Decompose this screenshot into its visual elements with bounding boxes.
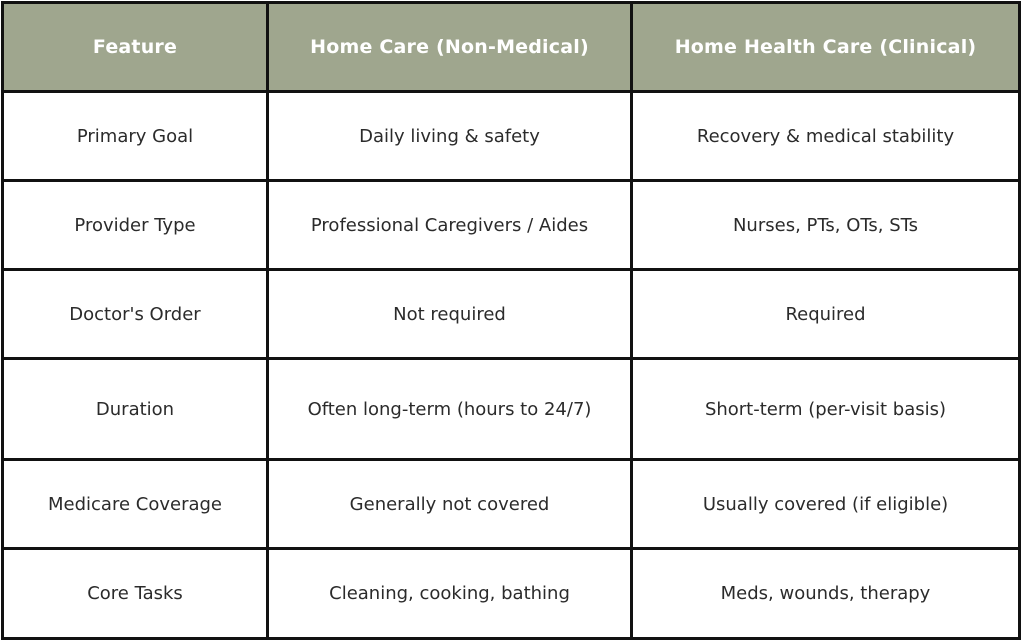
table-row xyxy=(3,460,1020,549)
table-row xyxy=(3,270,1020,359)
comparison-table xyxy=(1,1,1021,640)
header-home-care: Home Care (Non-Medical) xyxy=(268,3,632,92)
feature-cell: Primary Goal xyxy=(3,92,268,181)
feature-cell: Provider Type xyxy=(3,181,268,270)
header-feature: Feature xyxy=(3,3,268,92)
home-care-cell: Not required xyxy=(268,270,632,359)
home-care-cell: Cleaning, cooking, bathing xyxy=(268,549,632,639)
feature-cell: Doctor's Order xyxy=(3,270,268,359)
home-care-cell: Generally not covered xyxy=(268,460,632,549)
table-header-row xyxy=(3,3,1020,92)
home-health-care-cell: Nurses, PTs, OTs, STs xyxy=(632,181,1020,270)
feature-cell: Duration xyxy=(3,359,268,460)
feature-cell: Medicare Coverage xyxy=(3,460,268,549)
table-row xyxy=(3,549,1020,639)
home-care-cell: Professional Caregivers / Aides xyxy=(268,181,632,270)
table-row xyxy=(3,92,1020,181)
home-health-care-cell: Usually covered (if eligible) xyxy=(632,460,1020,549)
home-care-cell: Daily living & safety xyxy=(268,92,632,181)
home-health-care-cell: Required xyxy=(632,270,1020,359)
header-home-health-care: Home Health Care (Clinical) xyxy=(632,3,1020,92)
home-health-care-cell: Short-term (per-visit basis) xyxy=(632,359,1020,460)
table-row xyxy=(3,181,1020,270)
home-health-care-cell: Recovery & medical stability xyxy=(632,92,1020,181)
home-health-care-cell: Meds, wounds, therapy xyxy=(632,549,1020,639)
feature-cell: Core Tasks xyxy=(3,549,268,639)
table-row xyxy=(3,359,1020,460)
home-care-cell: Often long-term (hours to 24/7) xyxy=(268,359,632,460)
